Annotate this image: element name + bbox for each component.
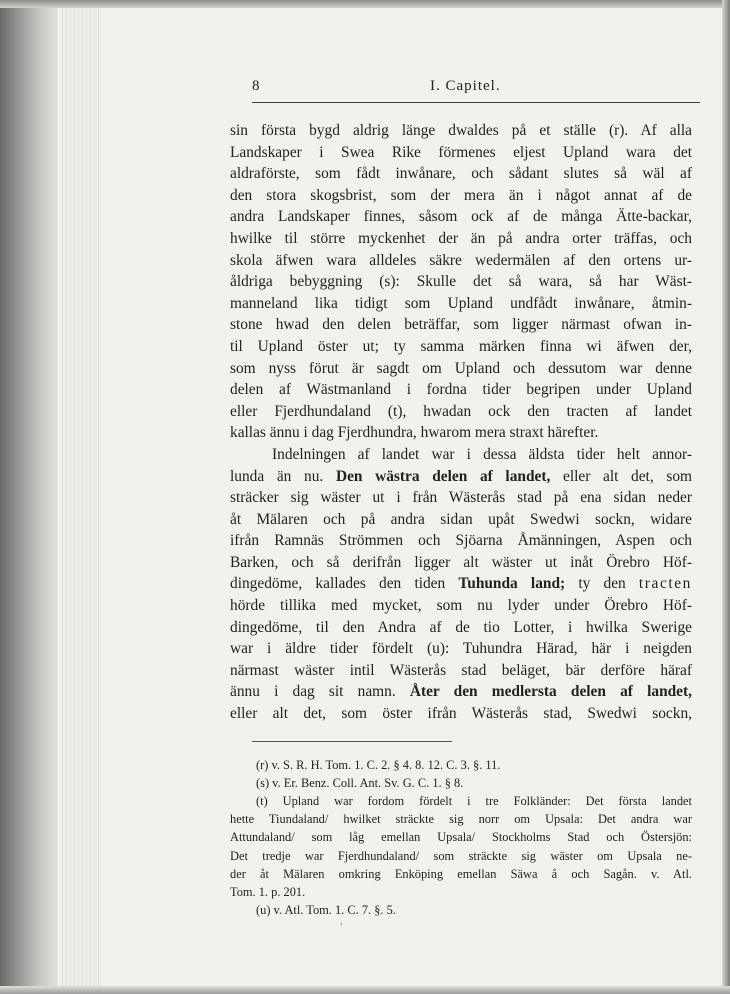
text-run: lunda än nu. <box>230 467 336 485</box>
text-line: hwilke til större myckenhet der än på andra orter träffas, och <box>230 229 692 247</box>
bottom-edge <box>0 986 730 994</box>
text-line: dingedöme, til den Andra af de tio Lotter, i hwilka Swerige <box>230 618 692 636</box>
text-line <box>230 681 692 703</box>
footnote-r: (r) v. S. R. H. Tom. 1. C. 2. § 4. 8. 12. C. 3. §. 11. <box>256 757 501 772</box>
text-line: eller Fjerdhundaland (t), hwadan ock den tracten af landet <box>230 402 692 420</box>
footnotes <box>230 756 700 920</box>
text-line <box>230 466 692 488</box>
text-line: til Upland öster ut; ty samma märken finna wi äfwen der, <box>230 337 692 355</box>
book-page <box>230 72 700 919</box>
text-line: aldraförste, som fådt inwånare, och sådant slutes så wäl af <box>230 165 692 183</box>
header-rule <box>252 102 700 103</box>
footnote-t-line: Attundaland/ som låg emellan Upsala/ Stockholms Stad och Östersjön: <box>230 830 692 845</box>
spaced-word: tracten <box>638 575 692 593</box>
page-number: 8 <box>252 78 260 94</box>
text-run: dingedöme, kallades den tiden <box>230 575 459 593</box>
text-run: ännu i dag sit namn. <box>230 683 410 701</box>
page-edges <box>62 0 102 994</box>
text-line: kallas ännu i dag Fjerdhundra, hwarom mera straxt härefter. <box>230 424 599 442</box>
footnote-t-line: der åt Mälaren omkring Enköping emellan Säwa å och Sagån. v. Atl. <box>230 866 692 881</box>
bold-phrase: Den wästra delen af landet, <box>335 467 551 485</box>
footnote-rule <box>252 741 452 742</box>
ink-speck: , <box>340 916 343 927</box>
body-text <box>230 120 700 725</box>
top-edge <box>0 0 730 8</box>
scanner-shadow <box>0 0 58 994</box>
text-run: ty den <box>565 575 639 593</box>
text-line: ifrån Ramnäs Strömmen och Sjöarna Åmänningen, Aspen och <box>230 532 692 550</box>
text-line <box>230 573 692 595</box>
running-head <box>230 72 700 106</box>
footnote-t-line: hette Tiundaland/ hwilket sträckte sig norr om Upsala: Det andra war <box>230 812 692 827</box>
chapter-title: I. Capitel. <box>430 78 501 94</box>
footnote-t-line: Tom. 1. p. 201. <box>230 885 306 900</box>
text-line: sin första bygd aldrig länge dwaldes på et ställe (r). Af alla <box>230 122 692 139</box>
footnote-t-line: Det tredje war Fjerdhundaland/ som sträckte sig wäster om Upsala ne- <box>230 848 692 863</box>
text-line: manneland lika tidigt som Upland undfådt inwånare, åtmin- <box>230 294 692 312</box>
text-line: andra Landskaper finnes, såsom ock af de många Ätte-backar, <box>230 208 692 226</box>
text-line: hörde tillika med mycket, som nu lyder under Örebro Höf- <box>230 597 692 615</box>
text-line: eller alt det, som öster ifrån Wästerås stad, Swedwi sockn, <box>230 705 692 723</box>
text-line: som nyss förut är sagdt om Upland och dessutom war denne <box>230 359 692 377</box>
text-run: eller alt det, som <box>550 467 692 485</box>
text-line: Indelningen af landet war i dessa äldsta tider helt annor- <box>272 445 692 463</box>
bold-phrase: Åter den medlersta delen af landet, <box>409 683 692 701</box>
text-line: sträcker sig wäster ut i från Wästerås stad på ena sidan neder <box>230 489 692 507</box>
text-line: åldriga bebyggning (s): Skulle det så wara, så har Wäst- <box>230 273 692 291</box>
text-line: delen af Wästmanland i fordna tider begripen under Upland <box>230 381 692 399</box>
footnote-s: (s) v. Er. Benz. Coll. Ant. Sv. G. C. 1. § 8. <box>256 775 464 790</box>
text-line: war i äldre tider fördelt (u): Tuhundra Härad, här i neigden <box>230 640 692 658</box>
footnote-t-line: (t) Upland war fordom fördelt i tre Folkländer: Det första landet <box>256 794 692 809</box>
right-edge <box>722 0 730 994</box>
text-line: Barken, och så derifrån ligger alt wäster ut inåt Örebro Höf- <box>230 553 692 571</box>
text-line: Landskaper i Swea Rike förmenes eljest Upland wara det <box>230 143 692 161</box>
text-line: närmast wäster intil Wästerås stad beläget, bär derföre häraf <box>230 661 692 679</box>
footnote-u: (u) v. Atl. Tom. 1. C. 7. §. 5. <box>256 903 396 918</box>
text-line: stone hwad den delen beträffar, som ligger närmast ofwan in- <box>230 316 692 334</box>
bold-phrase: Tuhunda land; <box>458 575 566 593</box>
text-line: skola äfwen wara alldeles säkre wedermälen af den ortens ur- <box>230 251 692 269</box>
text-line: den stora skogsbrist, som der mera än i något annat af de <box>230 186 692 204</box>
text-line: åt Mälaren och på andra sidan upåt Swedwi sockn, widare <box>230 510 692 528</box>
